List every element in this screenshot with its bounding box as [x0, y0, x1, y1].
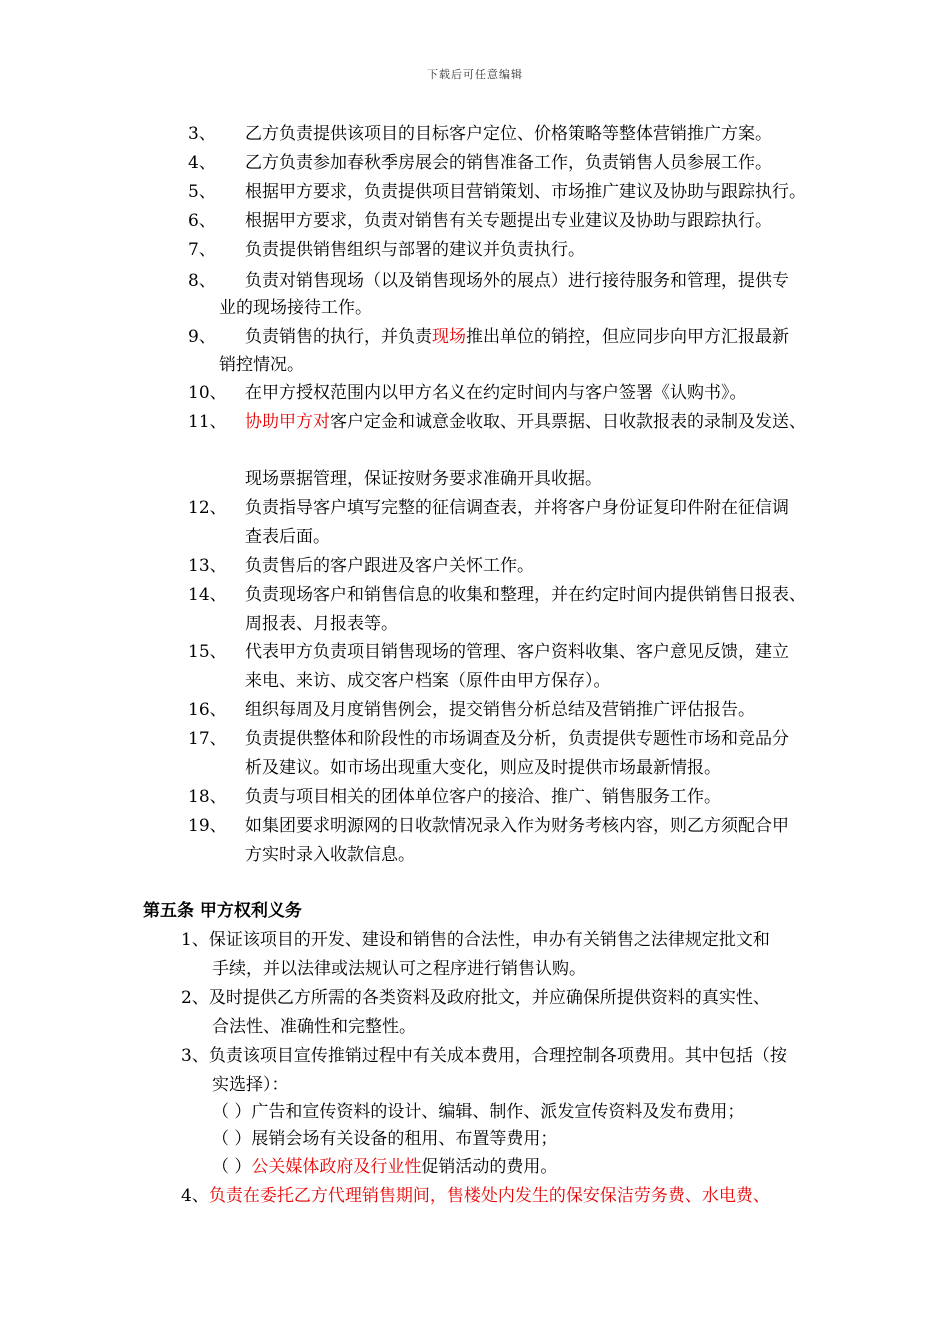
item-number: 4、 [188, 153, 216, 173]
item-text: 负责提供销售组织与部署的建议并负责执行。 [245, 240, 585, 260]
item-text-continued: 销控情况。 [219, 355, 304, 375]
item-text: 负责与项目相关的团体单位客户的接洽、推广、销售服务工作。 [245, 787, 721, 807]
item-number: 19、 [188, 816, 227, 836]
item-text: 负责提供整体和阶段性的市场调查及分析，负责提供专题性市场和竞品分 [245, 729, 789, 749]
clause-2: 2、及时提供乙方所需的各类资料及政府批文，并应确保所提供资料的真实性、 [181, 988, 770, 1008]
highlight-text: 现场 [432, 327, 466, 347]
clause-1: 1、保证该项目的开发、建设和销售的合法性，申办有关销售之法律规定批文和 [181, 930, 770, 950]
item-text-continued: 周报表、月报表等。 [245, 614, 398, 634]
checkbox-option-advertising: （ ）广告和宣传资料的设计、编辑、制作、派发宣传资料及发布费用； [212, 1102, 745, 1122]
item-number: 5、 [188, 182, 216, 202]
item-text: 如集团要求明源网的日收款情况录入作为财务考核内容，则乙方须配合甲 [245, 816, 789, 836]
item-number: 14、 [188, 585, 227, 605]
highlight-text: 公关媒体政府及行业性 [251, 1157, 422, 1177]
item-text: 协助甲方对客户定金和诚意金收取、开具票据、日收款报表的录制及发送、 [245, 412, 806, 432]
item-number: 12、 [188, 498, 227, 518]
checkbox-option-exhibition: （ ）展销会场有关设备的租用、布置等费用； [212, 1129, 558, 1149]
item-text-continued: 查表后面。 [245, 527, 330, 547]
highlight-text: 协助甲方对 [245, 412, 330, 432]
item-text: 乙方负责参加春秋季房展会的销售准备工作，负责销售人员参展工作。 [245, 153, 772, 173]
clause-1-continued: 手续，并以法律或法规认可之程序进行销售认购。 [212, 959, 586, 979]
item-text-continued: 析及建议。如市场出现重大变化，则应及时提供市场最新情报。 [245, 758, 721, 778]
item-text-continued: 业的现场接待工作。 [219, 298, 372, 318]
item-text: 负责销售的执行，并负责现场推出单位的销控，但应同步向甲方汇报最新 [245, 327, 789, 347]
item-text: 负责指导客户填写完整的征信调查表，并将客户身份证复印件附在征信调 [245, 498, 789, 518]
item-text: 根据甲方要求，负责提供项目营销策划、市场推广建议及协助与跟踪执行。 [245, 182, 806, 202]
item-text: 乙方负责提供该项目的目标客户定位、价格策略等整体营销推广方案。 [245, 124, 772, 144]
item-number: 3、 [188, 124, 216, 144]
item-text: 在甲方授权范围内以甲方名义在约定时间内与客户签署《认购书》。 [245, 383, 747, 403]
item-number: 15、 [188, 642, 227, 662]
item-number: 6、 [188, 211, 216, 231]
item-number: 11、 [188, 412, 227, 432]
page-header-watermark: 下载后可任意编辑 [427, 68, 523, 81]
clause-3-continued: 实选择）： [212, 1075, 289, 1095]
item-text-continued: 现场票据管理，保证按财务要求准确开具收据。 [245, 469, 602, 489]
section-heading: 第五条 甲方权利义务 [143, 901, 302, 921]
clause-4: 4、负责在委托乙方代理销售期间，售楼处内发生的保安保洁劳务费、水电费、 [181, 1186, 770, 1206]
item-number: 9、 [188, 327, 216, 347]
item-number: 18、 [188, 787, 227, 807]
checkbox-option-pr: （ ）公关媒体政府及行业性促销活动的费用。 [212, 1157, 558, 1177]
item-number: 17、 [188, 729, 227, 749]
item-number: 13、 [188, 556, 227, 576]
item-number: 10、 [188, 383, 227, 403]
item-number: 8、 [188, 271, 216, 291]
item-text: 根据甲方要求，负责对销售有关专题提出专业建议及协助与跟踪执行。 [245, 211, 772, 231]
clause-2-continued: 合法性、准确性和完整性。 [212, 1017, 416, 1037]
item-number: 7、 [188, 240, 216, 260]
item-text: 负责现场客户和销售信息的收集和整理，并在约定时间内提供销售日报表、 [245, 585, 806, 605]
highlight-text: 负责在委托乙方代理销售期间，售楼处内发生的保安保洁劳务费、水电费、 [208, 1186, 770, 1206]
item-text-continued: 方实时录入收款信息。 [245, 845, 415, 865]
item-text-continued: 来电、来访、成交客户档案（原件由甲方保存）。 [245, 671, 611, 691]
item-text: 负责售后的客户跟进及客户关怀工作。 [245, 556, 534, 576]
clause-3: 3、负责该项目宣传推销过程中有关成本费用，合理控制各项费用。其中包括（按 [181, 1046, 787, 1066]
item-text: 负责对销售现场（以及销售现场外的展点）进行接待服务和管理，提供专 [245, 271, 789, 291]
item-text: 代表甲方负责项目销售现场的管理、客户资料收集、客户意见反馈，建立 [245, 642, 789, 662]
item-number: 16、 [188, 700, 227, 720]
item-text: 组织每周及月度销售例会，提交销售分析总结及营销推广评估报告。 [245, 700, 755, 720]
